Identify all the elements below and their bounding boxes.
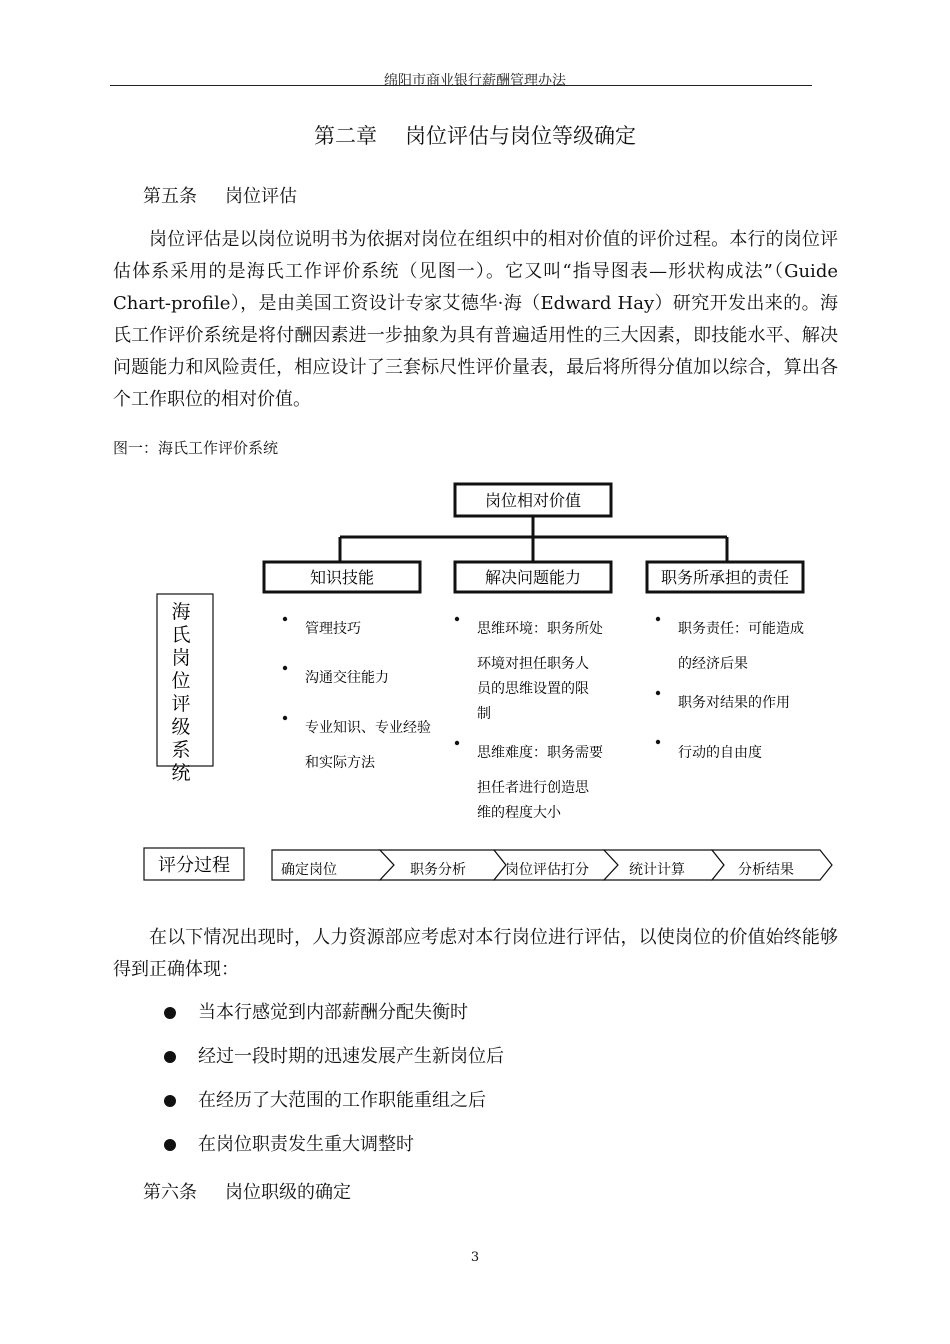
side-label-char: 位: [171, 670, 191, 692]
side-label: [171, 601, 190, 784]
responsibility-item: 行动的自由度: [678, 745, 762, 761]
intro-paragraph-block: [113, 224, 838, 416]
factor-title-knowledge: 知识技能: [309, 568, 375, 587]
knowledge-item: 沟通交往能力: [305, 670, 389, 686]
condition-text: 在岗位职责发生重大调整时: [198, 1134, 414, 1155]
knowledge-item: 管理技巧: [305, 621, 361, 637]
condition-text: 当本行感觉到内部薪酬分配失衡时: [198, 1002, 468, 1023]
bullet-dot: [656, 691, 660, 695]
bullet-icon: [164, 1139, 176, 1151]
bullet-icon: [164, 1051, 176, 1063]
knowledge-items: [283, 617, 431, 771]
problem-item-line: 维的程度大小: [477, 805, 561, 821]
problem-item-line: 制: [477, 706, 491, 722]
side-label-char: 岗: [171, 647, 191, 669]
problem-items: [455, 617, 603, 821]
responsibility-item-line: 职务责任：可能造成: [678, 621, 804, 637]
bullet-icon: [164, 1095, 176, 1107]
chapter-number: 第二章: [314, 124, 377, 148]
responsibility-item: 职务对结果的作用: [678, 695, 790, 711]
problem-item-line: 思维环境：职务所处: [477, 621, 603, 637]
side-label-char: 统: [171, 762, 191, 784]
article-6-title: 岗位职级的确定: [225, 1182, 351, 1203]
conditions-intro-block: [113, 922, 838, 986]
article-6-label: 第六条: [143, 1182, 197, 1203]
side-label-char: 级: [171, 716, 191, 738]
factor-title-problem: 解决问题能力: [484, 568, 582, 587]
list-item: [160, 997, 504, 1041]
side-label-char: 系: [171, 739, 191, 761]
chapter-heading: [0, 120, 950, 150]
side-label-char: 海: [171, 601, 191, 623]
side-label-char: 氏: [171, 624, 191, 646]
root-label: 岗位相对价值: [484, 491, 582, 510]
factor-title-responsibility: 职务所承担的责任: [660, 568, 790, 587]
article-5-label: 第五条: [143, 186, 197, 207]
article-5-title: 岗位评估: [225, 186, 297, 207]
process-step-label: 分析结果: [738, 862, 794, 878]
problem-item-line: 担任者进行创造思: [477, 780, 589, 796]
problem-item-line: 思维难度：职务需要: [477, 745, 603, 761]
conditions-intro: 在以下情况出现时，人力资源部应考虑对本行岗位进行评估，以使岗位的价值始终能够得到正确体现：: [113, 927, 838, 980]
condition-text: 经过一段时期的迅速发展产生新岗位后: [198, 1046, 504, 1067]
knowledge-item-line: 和实际方法: [305, 755, 375, 771]
page-header-title: 绵阳市商业银行薪酬管理办法: [384, 73, 566, 89]
process-step-label: 职务分析: [410, 862, 466, 878]
process-step-label: 岗位评估打分: [505, 862, 589, 878]
process-step-label: 确定岗位: [281, 862, 337, 878]
process-step-label: 统计计算: [629, 862, 685, 878]
bullet-dot: [283, 666, 287, 670]
page-number: 3: [470, 1250, 480, 1265]
conditions-list: [160, 997, 504, 1173]
hay-evaluation-diagram: [0, 470, 950, 890]
bullet-dot: [656, 617, 660, 621]
responsibility-items: [656, 617, 804, 761]
bullet-icon: [164, 1007, 176, 1019]
problem-item-line: 员的思维设置的限: [477, 681, 589, 697]
bullet-dot: [283, 716, 287, 720]
bullet-dot: [656, 740, 660, 744]
list-item: [160, 1041, 504, 1085]
article-5-heading: [143, 182, 297, 208]
header-divider: [110, 85, 812, 86]
list-item: [160, 1085, 504, 1129]
chapter-title: 岗位评估与岗位等级确定: [405, 124, 636, 148]
problem-item-line: 环境对担任职务人: [477, 656, 589, 672]
bullet-dot: [455, 617, 459, 621]
side-label-char: 评: [171, 693, 191, 715]
bullet-dot: [455, 741, 459, 745]
figure-caption: 图一：海氏工作评价系统: [113, 439, 279, 457]
article-6-heading: [143, 1178, 351, 1204]
process-label: 评分过程: [158, 855, 230, 876]
responsibility-item-line: 的经济后果: [678, 656, 748, 672]
intro-paragraph: 岗位评估是以岗位说明书为依据对岗位在组织中的相对价值的评价过程。本行的岗位评估体系采用的是海氏工作评价系统（见图一）。它又叫“指导图表—形状构成法”（Guide Chart-profile），是由美国工资设计专家艾德华·海（Edward Hay）研究开发出来的。海氏工作评价系统是将付酬因素进一步抽象为具有普遍适用性的三大因素，即技能水平、解决问题能力和风险责任，相应设计了三套标尺性评价量表，最后将所得分值加以综合，算出各个工作职位的相对价值。: [113, 229, 838, 410]
list-item: [160, 1129, 504, 1173]
knowledge-item-line: 专业知识、专业经验: [305, 720, 431, 736]
condition-text: 在经历了大范围的工作职能重组之后: [198, 1090, 486, 1111]
bullet-dot: [283, 617, 287, 621]
